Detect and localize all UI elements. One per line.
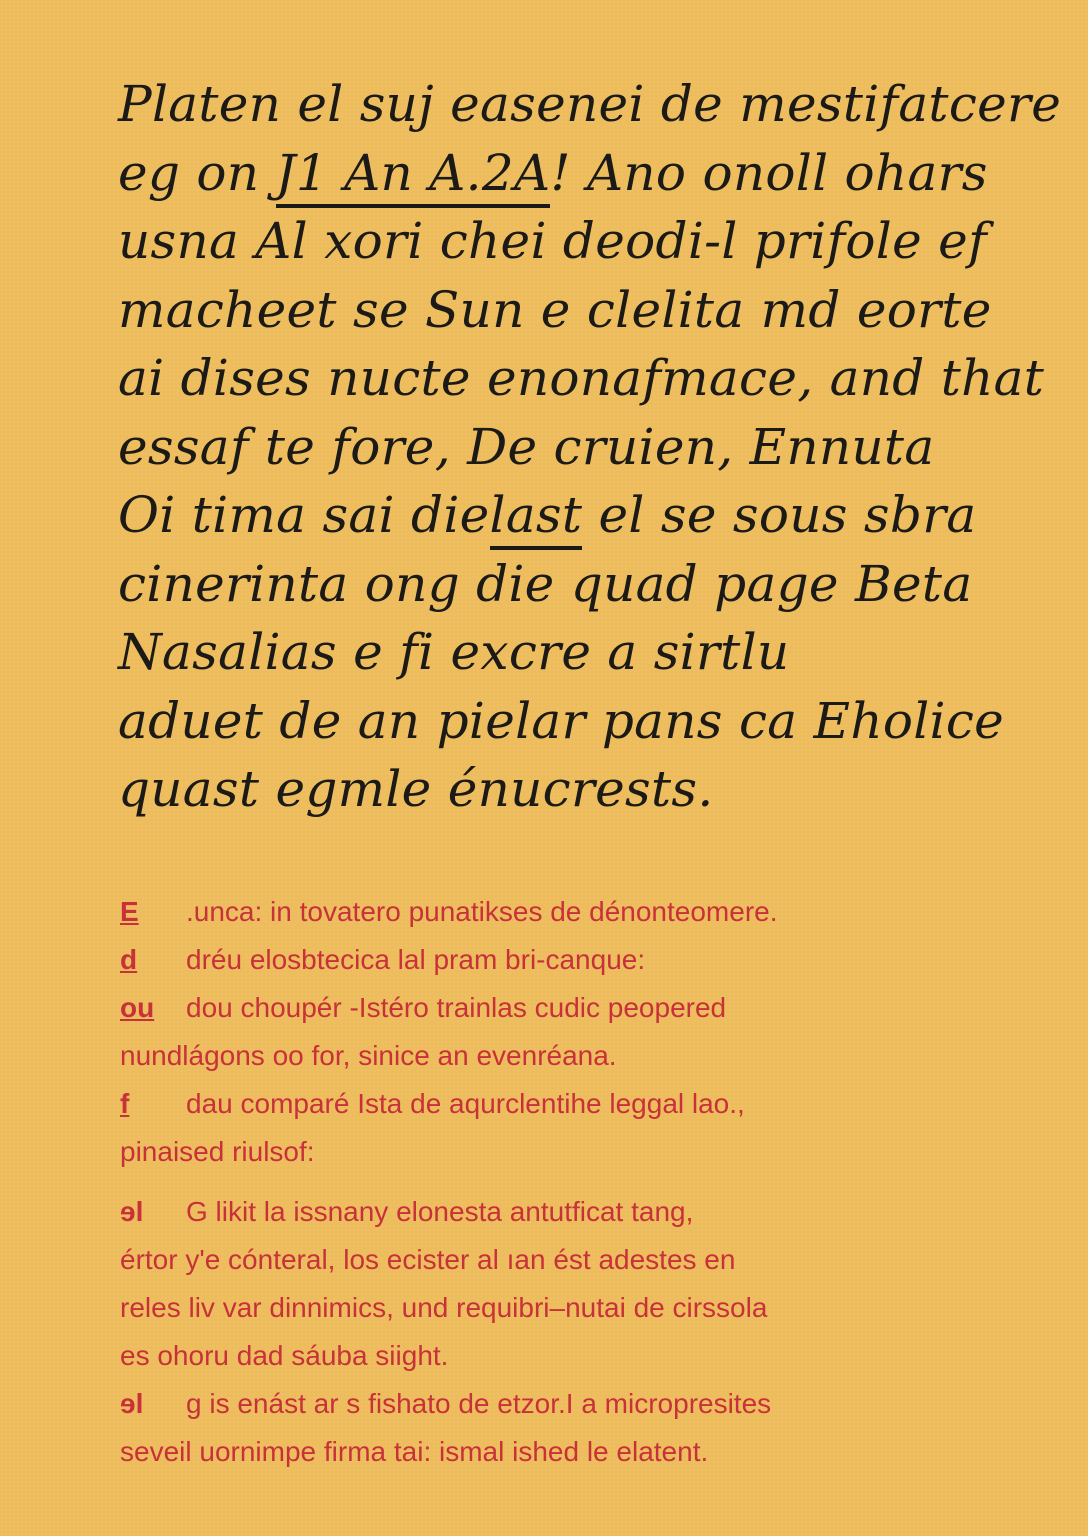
note-marker: ɘl — [120, 1388, 144, 1419]
note-item — [120, 936, 1040, 984]
hand-line — [118, 139, 1018, 208]
red-notes — [120, 888, 1040, 1476]
hand-line: Platen el suj easenei de mestifatcere — [118, 75, 1062, 133]
hand-line: ai dises nucte enonafmace, and that — [118, 349, 1045, 407]
note-continuation: értor y'e cónteral, los ecister al ıan ést adestes en — [120, 1244, 736, 1275]
hand-text: el se sous sbra — [582, 486, 977, 544]
note-marker: d — [120, 944, 138, 975]
note-marker: E — [120, 896, 139, 927]
note-item — [120, 1380, 1040, 1428]
hand-text: Oi tima sai die — [118, 486, 490, 544]
underlined-text: last — [490, 486, 583, 550]
hand-line: cinerinta ong die quad page Beta — [118, 554, 973, 613]
hand-text: eg on — [118, 143, 276, 202]
hand-line — [118, 481, 1018, 550]
note-text: dau comparé Ista de aqurclentihe leggal lao., — [186, 1088, 745, 1119]
note-text: G likit la issnany elonesta antutficat tang, — [186, 1196, 694, 1227]
hand-line: macheet se Sun e clelita md eorte — [118, 280, 992, 339]
note-marker: ou — [120, 992, 155, 1023]
handwritten-paragraph — [118, 70, 1062, 824]
note-continuation: nundlágons oo for, sinice an evenréana. — [120, 1040, 617, 1071]
note-text: g is enást ar s fishato de etzor.I a micropresites — [186, 1388, 772, 1419]
note-item — [120, 1188, 1040, 1236]
note-text: dou choupér -Istéro trainlas cudic peopered — [186, 992, 727, 1023]
hand-line: aduet de an pielar pans ca Eholice — [118, 691, 1005, 750]
note-marker: ɘl — [120, 1196, 144, 1227]
note-continuation: pinaised riulsof: — [120, 1136, 315, 1167]
note-marker: f — [120, 1088, 130, 1119]
note-text: dréu elosbtecica lal pram bri-canque: — [186, 944, 646, 975]
note-item — [120, 984, 1040, 1032]
note-continuation: reles liv var dinnimics, und requibri–nutai de cirssola — [120, 1292, 768, 1323]
hand-text: ! Ano onoll ohars — [550, 143, 988, 202]
note-continuation: es ohoru dad sáuba siight. — [120, 1340, 449, 1371]
note-text: .unca: in tovatero punatikses de dénonteomere. — [186, 896, 778, 927]
note-item — [120, 888, 1040, 936]
note-continuation: seveil uornimpe firma tai: ismal ished le elatent. — [120, 1436, 709, 1467]
hand-line: essaf te fore, De cruien, Ennuta — [118, 417, 935, 476]
underlined-text: J1 An A.2A — [276, 144, 551, 208]
hand-line: usna Al xori chei deodi-l prifole ef — [118, 212, 987, 270]
hand-line: Nasalias e fi excre a sirtlu — [118, 623, 790, 681]
note-item — [120, 1080, 1040, 1128]
hand-line: quast egmle énucrests. — [118, 760, 714, 818]
